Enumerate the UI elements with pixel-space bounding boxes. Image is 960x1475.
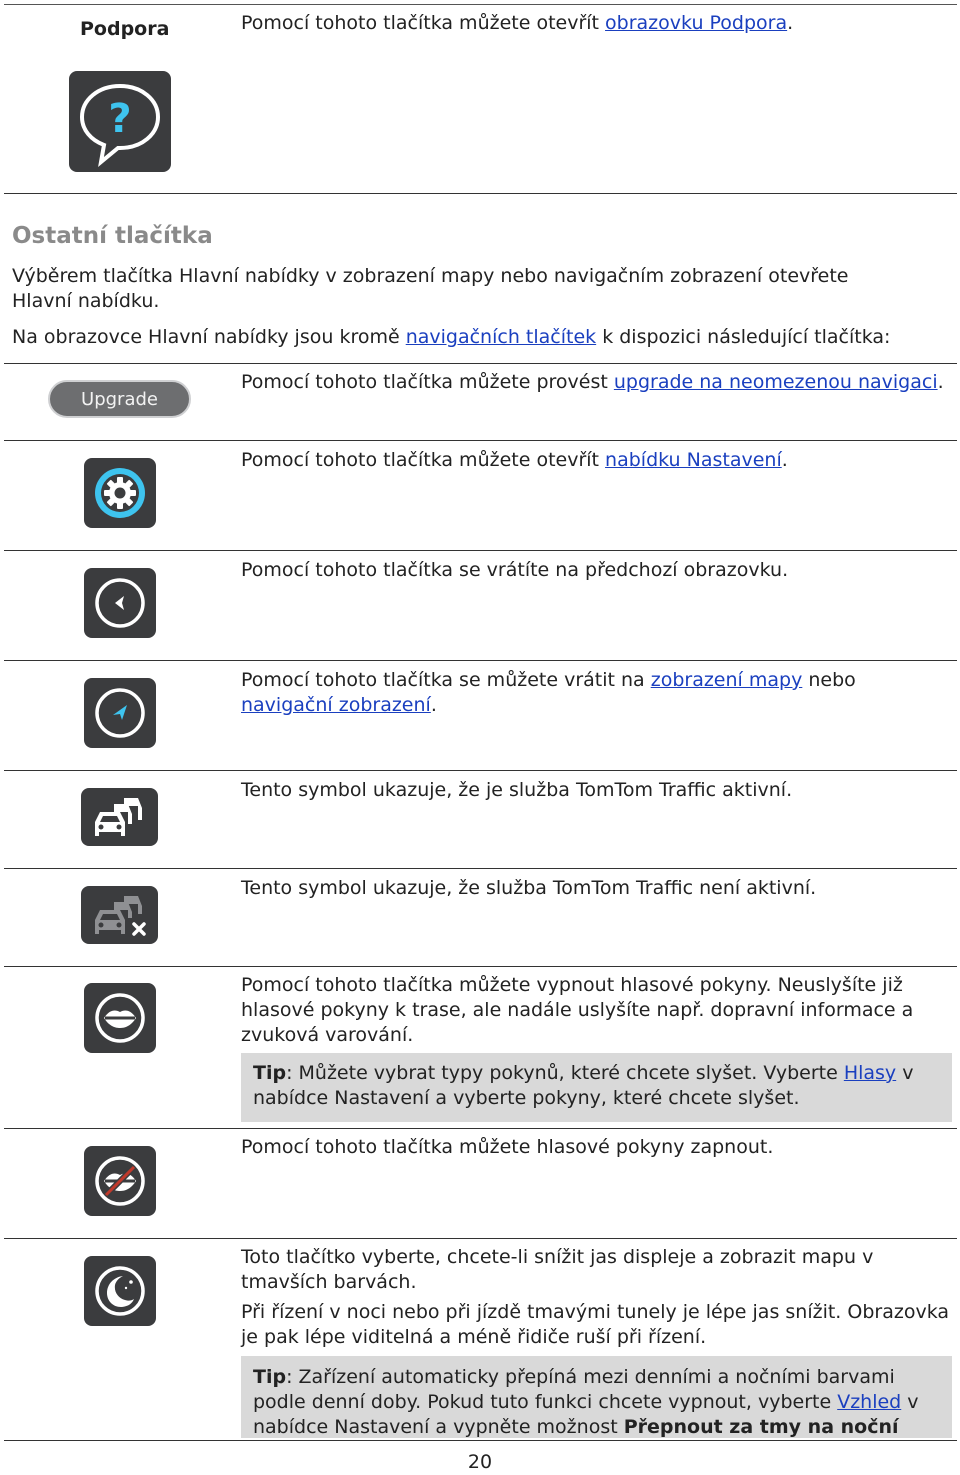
navigation-arrow-icon [92, 685, 148, 741]
voice-on-description: Pomocí tohoto tlačítka můžete hlasové pokyny zapnout. [241, 1136, 774, 1158]
intro-paragraph: Výběrem tlačítka Hlavní nabídky v zobrazení mapy nebo navigačním zobrazení otevřete Hlavní nabídku. [12, 265, 849, 312]
help-bubble-icon [74, 76, 166, 168]
settings-description: Pomocí tohoto tlačítka můžete otevřít nabídku Nastavení. [241, 449, 788, 471]
night-mode-button[interactable] [84, 1256, 156, 1326]
voice-off-button[interactable] [84, 983, 156, 1053]
back-button[interactable] [84, 568, 156, 638]
voice-tip-box: Tip: Můžete vybrat typy pokynů, které chcete slyšet. Vyberte Hlasy v nabídce Nastavení a vyberte pokyny, které chcete slyšet. [241, 1053, 952, 1122]
intro-paragraph-2: Na obrazovce Hlavní nabídky jsou kromě navigačních tlačítek k dispozici následující tlačítka: [12, 326, 891, 348]
upgrade-link[interactable]: upgrade na neomezenou navigaci [613, 371, 938, 393]
voices-link[interactable]: Hlasy [843, 1062, 897, 1084]
upgrade-description: Pomocí tohoto tlačítka můžete provést upgrade na neomezenou navigaci. [241, 371, 944, 393]
table-rule [4, 1238, 957, 1239]
appearance-link[interactable]: Vzhled [837, 1391, 902, 1413]
traffic-icon [88, 792, 152, 842]
section-rule [4, 193, 957, 194]
mouth-icon [92, 990, 148, 1046]
back-arrow-icon [92, 575, 148, 631]
gear-icon [92, 465, 148, 521]
traffic-status-button[interactable] [81, 788, 158, 846]
page-number: 20 [467, 1451, 493, 1473]
support-description: Pomocí tohoto tlačítka můžete otevřít obrazovku Podpora. [241, 12, 794, 34]
traffic-on-description: Tento symbol ukazuje, že je služba TomTom Traffic aktivní. [241, 779, 793, 801]
section-heading: Ostatní tlačítka [12, 223, 213, 249]
table-rule [4, 660, 957, 661]
table-rule [4, 363, 957, 364]
svg-text:?: ? [108, 95, 132, 142]
table-rule [4, 550, 957, 551]
tip-label: Tip [253, 1062, 287, 1084]
table-rule [4, 1128, 957, 1129]
upgrade-button[interactable]: Upgrade [48, 380, 191, 418]
table-rule [4, 440, 957, 441]
tip-label: Tip [253, 1366, 287, 1388]
support-label: Podpora [80, 18, 170, 40]
traffic-off-status-button[interactable] [81, 886, 158, 944]
night-tip-box: Tip: Zařízení automaticky přepíná mezi denními a nočními barvami podle denní doby. Pokud tuto funkci chcete vypnout, vyberte Vzhled v nabídce Nastavení a vypněte možnost Přepnout za tmy na noční [241, 1356, 952, 1438]
settings-menu-link[interactable]: nabídku Nastavení [605, 449, 782, 471]
moon-icon [92, 1263, 148, 1319]
return-view-button[interactable] [84, 678, 156, 748]
navigation-buttons-link[interactable]: navigačních tlačítek [405, 326, 597, 348]
voice-on-button[interactable] [84, 1146, 156, 1216]
support-screen-link[interactable]: obrazovku Podpora [605, 12, 788, 34]
support-button[interactable] [69, 71, 171, 172]
night-description-1: Toto tlačítko vyberte, chcete-li snížit jas displeje a zobrazit mapu v tmavších barvách. [241, 1246, 874, 1293]
table-rule [4, 966, 957, 967]
bottom-rule [4, 1440, 957, 1441]
map-view-link[interactable]: zobrazení mapy [650, 669, 803, 691]
night-switch-option: Přepnout za tmy na noční [623, 1416, 899, 1438]
return-view-description: Pomocí tohoto tlačítka se můžete vrátit na zobrazení mapy nebo navigační zobrazení. [241, 669, 856, 716]
table-rule [4, 770, 957, 771]
settings-button[interactable] [84, 458, 156, 528]
back-description: Pomocí tohoto tlačítka se vrátíte na předchozí obrazovku. [241, 559, 789, 581]
traffic-off-icon [88, 890, 152, 940]
night-description-2: Při řízení v noci nebo při jízdě tmavými tunely je lépe jas snížit. Obrazovka je pak lépe viditelná a méně řidiče ruší při řízení. [241, 1301, 950, 1348]
table-rule [4, 868, 957, 869]
guidance-view-link[interactable]: navigační zobrazení [241, 694, 431, 716]
traffic-off-description: Tento symbol ukazuje, že služba TomTom Traffic není aktivní. [241, 877, 817, 899]
voice-off-description: Pomocí tohoto tlačítka můžete vypnout hlasové pokyny. Neuslyšíte již hlasové pokyny k trase, ale nadále uslyšíte např. dopravní informace a zvuková varování. [241, 974, 914, 1046]
top-rule [4, 4, 957, 5]
mouth-muted-icon [92, 1153, 148, 1209]
